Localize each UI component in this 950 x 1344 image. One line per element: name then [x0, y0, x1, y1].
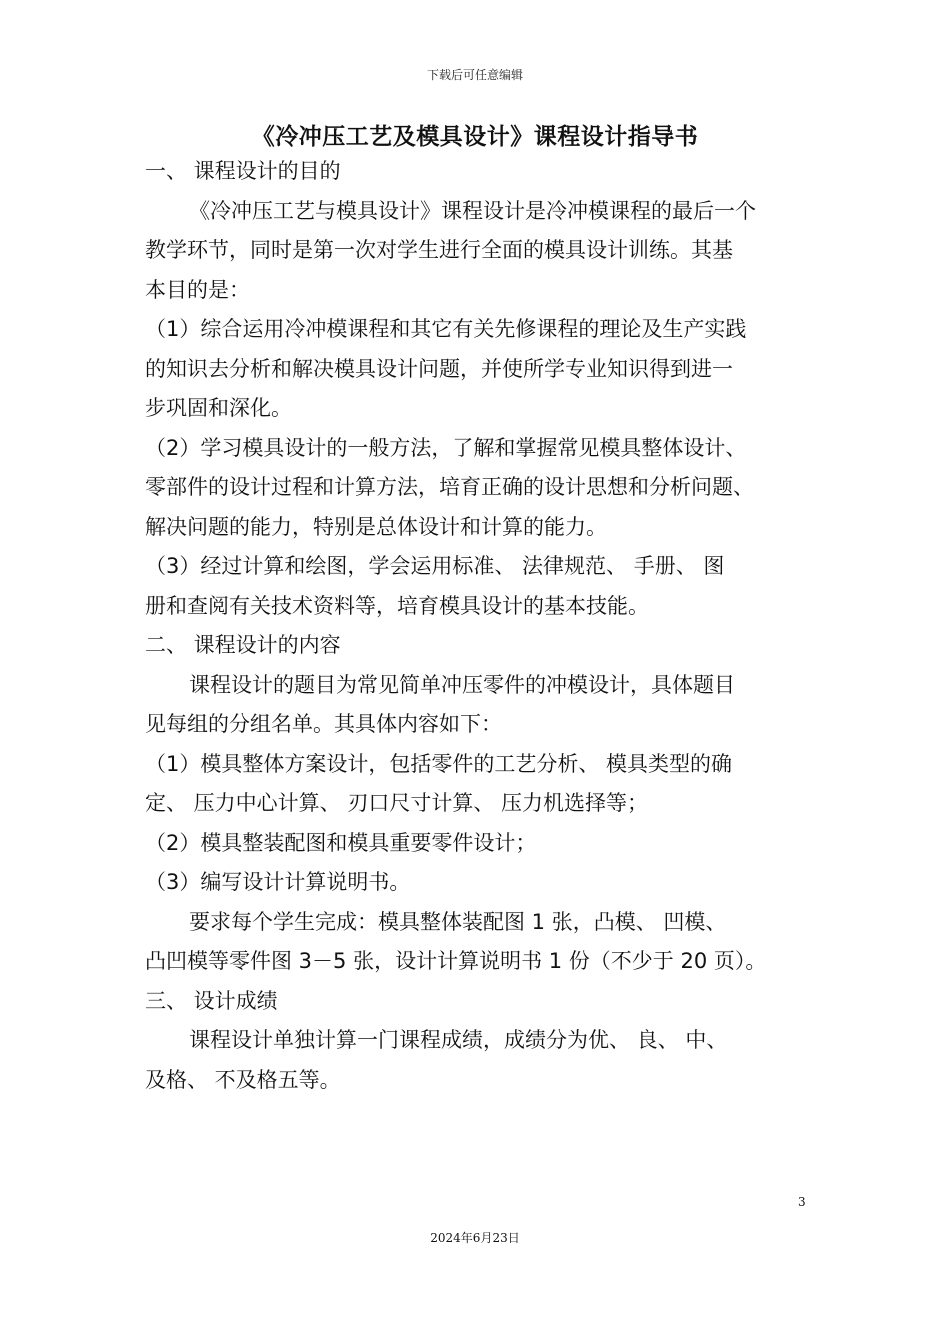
list-item-line: （2）模具整装配图和模具重要零件设计；	[145, 830, 537, 855]
body-line: 的知识去分析和解决模具设计问题，并使所学专业知识得到进一	[145, 356, 733, 381]
body-line: 课程设计单独计算一门课程成绩，成绩分为优、 良、 中、	[189, 1028, 728, 1052]
document-title: 《冷冲压工艺及模具设计》课程设计指导书	[251, 124, 699, 150]
section-heading-content: 二、 课程设计的内容	[145, 633, 341, 657]
page-number: 3	[798, 1195, 806, 1209]
body-line: 定、 压力中心计算、 刃口尺寸计算、 压力机选择等；	[145, 791, 649, 815]
body-line: 《冷冲压工艺与模具设计》课程设计是冷冲模课程的最后一个	[189, 198, 756, 223]
page-footer-date: 2024年6月23日	[430, 1231, 520, 1245]
document-body	[145, 152, 815, 1100]
body-line: 本目的是：	[145, 277, 250, 302]
section-heading-grades: 三、 设计成绩	[145, 988, 278, 1013]
body-line: 凸凹模等零件图 3－5 张，设计计算说明书 1 份（不少于 20 页）。	[145, 949, 767, 973]
list-item-line: （3）编写设计计算说明书。	[145, 870, 411, 894]
body-line: 及格、 不及格五等。	[145, 1067, 341, 1092]
list-item-line: （1）综合运用冷冲模课程和其它有关先修课程的理论及生产实践	[145, 317, 747, 341]
section-heading-purpose: 一、 课程设计的目的	[145, 159, 341, 183]
body-line: 步巩固和深化。	[145, 396, 292, 420]
body-line: 课程设计的题目为常见简单冲压零件的冲模设计，具体题目	[189, 672, 735, 697]
body-line: 教学环节，同时是第一次对学生进行全面的模具设计训练。其基	[145, 238, 733, 262]
body-line: 册和查阅有关技术资料等，培育模具设计的基本技能。	[145, 593, 649, 618]
body-line: 零部件的设计过程和计算方法，培育正确的设计思想和分析问题、	[145, 475, 754, 499]
body-line: 解决问题的能力，特别是总体设计和计算的能力。	[145, 514, 607, 539]
body-line: 要求每个学生完成：模具整体装配图 1 张，凸模、 凹模、	[189, 909, 727, 934]
list-item-line: （2）学习模具设计的一般方法，了解和掌握常见模具整体设计、	[145, 435, 747, 460]
list-item-line: （1）模具整体方案设计，包括零件的工艺分析、 模具类型的确	[145, 751, 733, 776]
page-header: 下载后可任意编辑	[426, 68, 523, 82]
list-item-line: （3）经过计算和绘图，学会运用标准、 法律规范、 手册、 图	[145, 554, 725, 578]
body-line: 见每组的分组名单。其具体内容如下：	[145, 712, 502, 736]
